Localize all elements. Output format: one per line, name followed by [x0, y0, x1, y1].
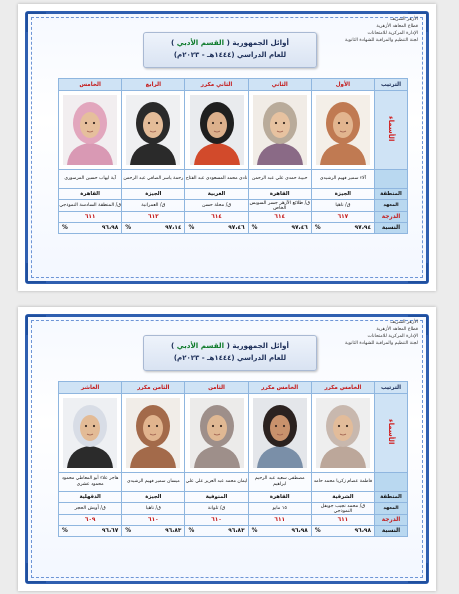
- org-line: لجنة التنظيم والمراقبة للشهادة الثانوية: [345, 38, 418, 43]
- photo-eye: [346, 425, 348, 427]
- org-line: قطاع المعاهد الأزهرية: [376, 327, 418, 332]
- photo-cell: [59, 91, 122, 170]
- photo-eye: [93, 425, 95, 427]
- percent-value: ٩٦،٨٣: [165, 528, 182, 534]
- row-label-names: [375, 394, 408, 473]
- region-cell: القاهرة: [248, 492, 311, 503]
- photo-eye: [85, 122, 87, 124]
- rank-cell: الخامس مكرر: [248, 382, 311, 394]
- student-photo: [253, 95, 307, 165]
- students-table: [58, 381, 408, 537]
- photo-eye: [211, 425, 213, 427]
- photo-eye: [275, 122, 277, 124]
- grade-cell: ٦١٤: [248, 212, 311, 223]
- region-cell: الجيزة: [311, 189, 374, 200]
- org-line: الأزهر الشريف: [390, 320, 418, 325]
- percent-sign: %: [125, 528, 132, 534]
- region-row: [59, 492, 408, 503]
- rank-cell: الخامس مكرر: [311, 382, 374, 394]
- rank-row: [59, 382, 408, 394]
- photo-face: [80, 415, 100, 441]
- frame-corner: [26, 315, 46, 335]
- title-suffix: ): [170, 341, 175, 350]
- percent-row: [59, 526, 408, 537]
- percent-cell: [311, 526, 374, 537]
- institute-cell: ق/ تلوانة: [185, 503, 248, 515]
- percent-cell: [248, 223, 311, 234]
- frame-corner: [408, 563, 428, 583]
- percent-cell: [59, 223, 122, 234]
- grade-cell: ٦١٤: [185, 212, 248, 223]
- photo-cell: [185, 394, 248, 473]
- names-vertical-label: الأسماء: [387, 116, 395, 142]
- row-label-region: المنطقة: [375, 189, 408, 200]
- row-label-rank: الترتيب: [375, 382, 408, 394]
- grade-cell: ٦١٧: [311, 212, 374, 223]
- photo-eye: [283, 122, 285, 124]
- name-cell: رحمة ياسر الصافي عبد الرحمن: [122, 170, 185, 189]
- org-line: لجنة التنظيم والمراقبة للشهادة الثانوية: [345, 341, 418, 346]
- results-sheet-1: [18, 4, 436, 291]
- photo-face: [333, 415, 353, 441]
- students-table: [58, 78, 408, 234]
- student-photo: [316, 398, 370, 468]
- title-section: القسم الأدبي: [176, 38, 225, 47]
- grade-cell: ٦١١: [248, 515, 311, 526]
- rank-cell: الثاني: [248, 79, 311, 91]
- percent-sign: %: [188, 225, 195, 231]
- region-cell: القاهرة: [248, 189, 311, 200]
- org-line: الإدارة المركزية للامتحانات: [367, 31, 418, 36]
- grade-cell: ٦١٢: [122, 212, 185, 223]
- rank-cell: الثامن مكرر: [122, 382, 185, 394]
- institute-cell: ق/ ناهيا: [311, 200, 374, 212]
- percent-cell: [122, 223, 185, 234]
- title-prefix: أوائل الجمهورية (: [226, 38, 289, 47]
- student-photo: [316, 95, 370, 165]
- photo-face: [270, 112, 290, 138]
- grade-cell: ٦٠٩: [59, 515, 122, 526]
- row-label-institute: المعهد: [375, 200, 408, 212]
- region-row: [59, 189, 408, 200]
- rank-cell: العاشر: [59, 382, 122, 394]
- percent-sign: %: [251, 225, 258, 231]
- student-photo: [63, 398, 117, 468]
- percent-sign: %: [314, 528, 321, 534]
- percent-value: ٩٧،٤٦: [228, 225, 245, 231]
- photo-face: [270, 415, 290, 441]
- row-label-rank: الترتيب: [375, 79, 408, 91]
- photo-cell: [59, 394, 122, 473]
- photo-eye: [211, 122, 213, 124]
- frame-corner: [408, 263, 428, 283]
- percent-value: ٩٧،٤٦: [291, 225, 308, 231]
- percent-sign: %: [188, 528, 195, 534]
- region-cell: الغربية: [185, 189, 248, 200]
- institute-cell: ١٥ مايو: [248, 503, 311, 515]
- name-cell: آلاء سمير فهيم الرشيدي: [311, 170, 374, 189]
- photo-eye: [148, 122, 150, 124]
- name-cell: حبيبة حمدي علي عبد الرحمن: [248, 170, 311, 189]
- names-vertical-label: الأسماء: [387, 419, 395, 445]
- row-label-grade: الدرجة: [375, 515, 408, 526]
- photo-eye: [338, 425, 340, 427]
- title-section: القسم الأدبي: [176, 341, 225, 350]
- photo-eye: [275, 425, 277, 427]
- name-cell: آية ايهاب حسين المرسوري: [59, 170, 122, 189]
- photo-cell: [311, 91, 374, 170]
- org-line: الإدارة المركزية للامتحانات: [367, 334, 418, 339]
- rank-cell: الأول: [311, 79, 374, 91]
- region-cell: الجيزة: [122, 492, 185, 503]
- region-cell: المنوفية: [185, 492, 248, 503]
- photo-face: [207, 112, 227, 138]
- rank-cell: الثامن: [185, 382, 248, 394]
- frame-corner: [26, 563, 46, 583]
- photo-eye: [219, 425, 221, 427]
- percent-value: ٩٦،٩٨: [101, 225, 119, 231]
- grade-cell: ٦١٠: [185, 515, 248, 526]
- results-sheet-2: [18, 307, 436, 591]
- photo-eye: [283, 425, 285, 427]
- region-cell: الدقهلية: [59, 492, 122, 503]
- name-cell: هاجر علاء أبو المعاطي محمود محمود عشري: [59, 473, 122, 492]
- photo-face: [207, 415, 227, 441]
- institute-cell: ق/ العمرانية: [122, 200, 185, 212]
- percent-value: ٩٦،٩٨: [291, 528, 308, 534]
- frame-corner: [26, 263, 46, 283]
- percent-value: ٩٦،٩٨: [354, 528, 371, 534]
- percent-row: [59, 223, 408, 234]
- photo-cell: [122, 91, 185, 170]
- percent-value: ٩٧،٩٤: [354, 225, 371, 231]
- student-photo: [190, 95, 244, 165]
- photo-eye: [346, 122, 348, 124]
- name-row: [59, 170, 408, 189]
- page-title: [144, 38, 316, 47]
- photo-row: [59, 91, 408, 170]
- institute-cell: ق/ ناهيا: [122, 503, 185, 515]
- row-label-name: [375, 473, 408, 492]
- student-photo: [190, 398, 244, 468]
- photo-eye: [156, 425, 158, 427]
- percent-value: ٩٦،٨٣: [228, 528, 245, 534]
- title-banner: [143, 335, 317, 371]
- grade-cell: ٦١٠: [122, 515, 185, 526]
- row-label-institute: المعهد: [375, 503, 408, 515]
- rank-row: [59, 79, 408, 91]
- name-cell: مصطفى سعيد عبد الرحيم ابراهيم: [248, 473, 311, 492]
- org-line: قطاع المعاهد الأزهرية: [376, 24, 418, 29]
- institute-cell: ق/ محلة حسن: [185, 200, 248, 212]
- institute-row: [59, 503, 408, 515]
- title-prefix: أوائل الجمهورية (: [226, 341, 289, 350]
- percent-cell: [59, 526, 122, 537]
- photo-cell: [248, 91, 311, 170]
- organization-header: [345, 16, 418, 44]
- grade-cell: ٦١١: [311, 515, 374, 526]
- photo-eye: [338, 122, 340, 124]
- title-suffix: ): [170, 38, 175, 47]
- photo-face: [143, 112, 163, 138]
- institute-cell: ق/ المنطقة السادسة النموذجي: [59, 200, 122, 212]
- percent-cell: [185, 526, 248, 537]
- photo-cell: [122, 394, 185, 473]
- photo-face: [80, 112, 100, 138]
- photo-eye: [219, 122, 221, 124]
- percent-value: ٩٦،٦٧: [101, 528, 119, 534]
- rank-cell: الخامس: [59, 79, 122, 91]
- student-photo: [126, 95, 180, 165]
- grade-row: [59, 212, 408, 223]
- page-subtitle: للعام الدراسي (١٤٤٤هـ - ٢٠٢٣م): [173, 354, 287, 362]
- percent-sign: %: [125, 225, 132, 231]
- student-photo: [126, 398, 180, 468]
- name-cell: ميسان سمير فهيم الرشيدي: [122, 473, 185, 492]
- institute-cell: ق/ محمد نجيب جويفل النموذجي: [311, 503, 374, 515]
- name-cell: فاطمة عصام زكريا محمد حامد: [311, 473, 374, 492]
- percent-cell: [248, 526, 311, 537]
- row-label-names: [375, 91, 408, 170]
- photo-eye: [93, 122, 95, 124]
- photo-face: [143, 415, 163, 441]
- region-cell: الجيزة: [122, 189, 185, 200]
- name-cell: نادي محمد المسعودي عبد الفتاح: [185, 170, 248, 189]
- name-cell: ايمان محمد عبد العزيز علي علي: [185, 473, 248, 492]
- org-line: الأزهر الشريف: [390, 17, 418, 22]
- photo-eye: [85, 425, 87, 427]
- percent-sign: %: [251, 528, 258, 534]
- row-label-percent: النسبة: [375, 526, 408, 537]
- institute-cell: ق/ طلائع الأزهر جسر السويس الخاص: [249, 200, 310, 211]
- photo-eye: [148, 425, 150, 427]
- student-photo: [63, 95, 117, 165]
- institute-row: [59, 200, 408, 212]
- grade-row: [59, 515, 408, 526]
- percent-sign: %: [62, 528, 68, 534]
- organization-header: [345, 319, 418, 347]
- name-row: [59, 473, 408, 492]
- region-cell: القاهرة: [59, 189, 122, 200]
- photo-cell: [248, 394, 311, 473]
- photo-face: [333, 112, 353, 138]
- region-cell: الشرقية: [311, 492, 374, 503]
- percent-cell: [311, 223, 374, 234]
- frame-corner: [26, 12, 46, 32]
- percent-cell: [185, 223, 248, 234]
- percent-sign: %: [314, 225, 321, 231]
- grade-cell: ٦١١: [59, 212, 122, 223]
- row-label-name: [375, 170, 408, 189]
- institute-cell: ق/ أويش الحجر: [59, 503, 122, 515]
- photo-cell: [311, 394, 374, 473]
- photo-row: [59, 394, 408, 473]
- percent-value: ٩٧،١٤: [165, 225, 182, 231]
- rank-cell: الرابع: [122, 79, 185, 91]
- row-label-region: المنطقة: [375, 492, 408, 503]
- row-label-percent: النسبة: [375, 223, 408, 234]
- page-subtitle: للعام الدراسي (١٤٤٤هـ - ٢٠٢٣م): [173, 51, 287, 59]
- percent-sign: %: [62, 225, 68, 231]
- title-banner: [143, 32, 317, 68]
- percent-cell: [122, 526, 185, 537]
- row-label-grade: الدرجة: [375, 212, 408, 223]
- photo-cell: [185, 91, 248, 170]
- photo-eye: [156, 122, 158, 124]
- page-title: [144, 341, 316, 350]
- student-photo: [253, 398, 307, 468]
- rank-cell: الثاني مكرر: [185, 79, 248, 91]
